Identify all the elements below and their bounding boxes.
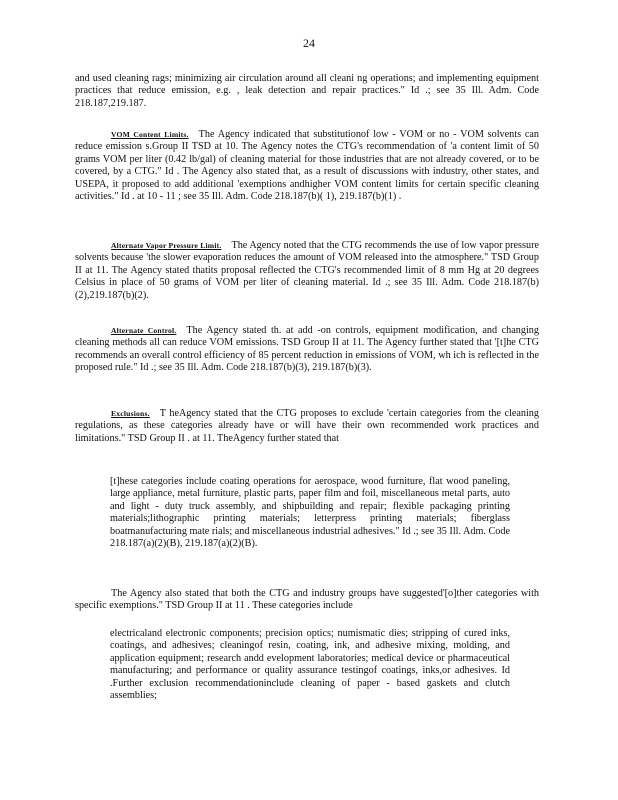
paragraph-text: The Agency stated th. at add -on controls, equipment modification, and changing cleaning methods all can reduce VOM emissions. TSD Group II at 11. The Agency further stated that '[t]he CTG recommends an overall control efficiency of 85 percent reduction in emissions of VOM, wh ich is reflected in the proposed rule." Id .; see 35 Ill. Adm. Code 218.187(b)(3), 219.187(b)(3).	[75, 325, 539, 374]
block-quote-exemptions: electricaland electronic components; precision optics; numismatic dies; stripping of cured inks, coatings, and adhesives; cleaningof resin, coating, ink, and adhesive mixing, molding, and application equipment; research andd evelopment laboratories; medical device or pharmaceutical manufacturing; and performance or quality assurance testingof coatings, inks,or adhesives. Id .Further exclusion recommendationinclude cleaning of paper - based gaskets and clutch assemblies;	[110, 628, 510, 702]
paragraph-text: and used cleaning rags; minimizing air circulation around all cleani ng operations; and implementing equipment practices that reduce emission, e.g. , leak detection and repair practices." Id .; see 35 Ill. Adm. Code 218.187,219.187.	[75, 73, 539, 109]
paragraph-text: The Agency noted that the CTG recommends the use of low vapor pressure solvents because 'the slower evaporation reduces the amount of VOM released into the atmosphere." TSD Group II at 11. The Agency stated thatits proposal reflected the CTG's recommended limit of 8 mm Hg at 20 degrees Celsius in place of 50 grams of VOM per liter of cleaning material. Id .; see 35 Ill. Adm. Code 218.187(b)(2),219.187(b)(2).	[75, 240, 539, 301]
section-heading: Exclusions.	[111, 409, 150, 418]
section-heading: VOM Content Limits.	[111, 130, 189, 139]
block-quote-categories: [t]hese categories include coating operations for aerospace, wood furniture, flat wood paneling, large appliance, metal furniture, plastic parts, paper film and foil, miscellaneous metal parts, auto and light - duty truck assembly, and shipbuilding and repair; flexible packaging printing materials;lithographic printing materials; letterpress printing materials; fiberglass boatmanufacturing mate rials; and miscellaneous industrial adhesives." Id .; see 35 Ill. Adm. Code 218.187(a)(2)(B), 219.187(a)(2)(B).	[110, 476, 510, 550]
section-heading: Alternate Vapor Pressure Limit.	[111, 241, 222, 250]
section-heading: Alternate Control.	[111, 326, 177, 335]
paragraph-continuation	[75, 73, 539, 110]
paragraph-other-categories: The Agency also stated that both the CTG and industry groups have suggested'[o]ther categories with specific exemptions." TSD Group II at 11 . These categories include	[75, 588, 539, 612]
paragraph-alternate-vapor-pressure	[75, 240, 539, 302]
page-number: 24	[303, 36, 315, 50]
paragraph-vom-content-limits	[75, 129, 539, 203]
paragraph-alternate-control	[75, 325, 539, 375]
paragraph-exclusions	[75, 408, 539, 445]
paragraph-text: The Agency indicated that substitutionof low - VOM or no - VOM solvents can reduce emission s.Group II TSD at 10. The Agency notes the CTG's recommendation of 'a content limit of 50 grams VOM per liter (0.42 lb/gal) of cleaning material for those industries that are not already covered, or to be covered, by a CTG." Id . The Agency also stated that, as a result of discussions with industry, other states, and USEPA, it proposed to add additional 'exemptions andhigher VOM content limits for certain specific cleaning activities." Id . at 10 - 11 ; see 35 Ill. Adm. Code 218.187(b)( 1), 219.187(b)(1) .	[75, 129, 539, 203]
paragraph-text: T heAgency stated that the CTG proposes to exclude 'certain categories from the cleaning regulations, as these categories already have or will have their own recommended work practices and limitations." TSD Group II . at 11. TheAgency further stated that	[75, 408, 539, 444]
